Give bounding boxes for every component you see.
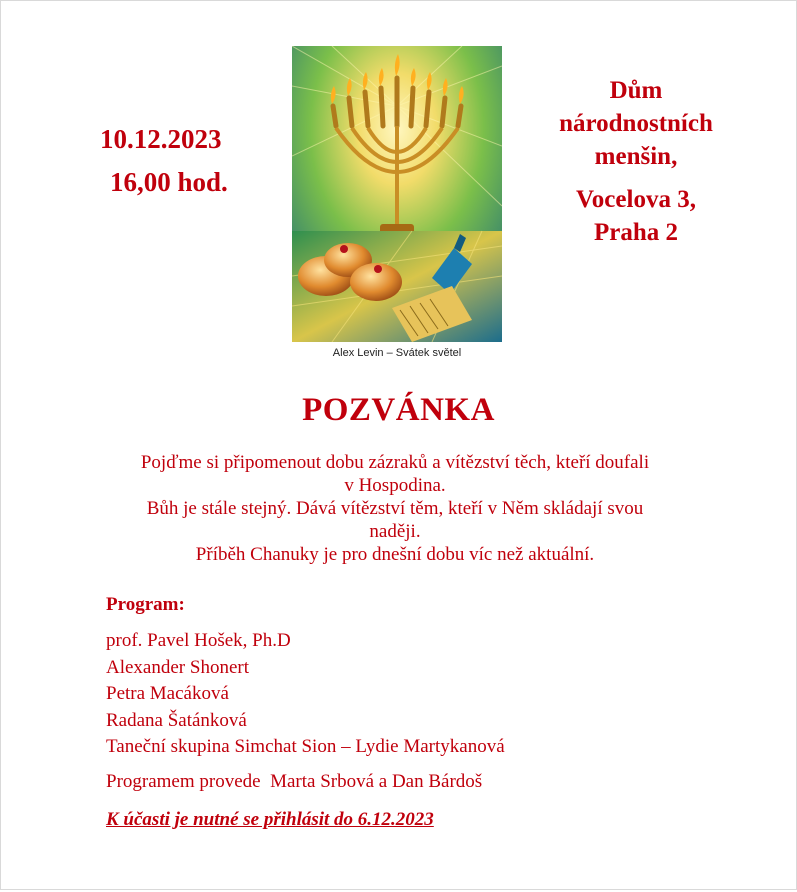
venue-line: národnostních bbox=[559, 110, 713, 137]
venue-address bbox=[546, 74, 726, 249]
moderators-line: Programem provede Marta Srbová a Dan Bárdoš bbox=[106, 771, 483, 792]
program-list bbox=[106, 628, 505, 761]
artwork-caption: Alex Levin – Svátek světel bbox=[332, 347, 462, 359]
program-item: prof. Pavel Hošek, Ph.D bbox=[106, 630, 291, 651]
venue-line: Vocelova 3, bbox=[576, 186, 696, 213]
program-item: Alexander Shonert bbox=[106, 656, 249, 678]
program-item: Taneční skupina Simchat Sion – Lydie Martykanová bbox=[106, 736, 505, 757]
registration-notice: K účasti je nutné se přihlásit do 6.12.2023 bbox=[106, 809, 434, 830]
event-time: 16,00 hod. bbox=[110, 167, 228, 198]
venue-line: Praha 2 bbox=[593, 219, 679, 246]
intro-line: Příběh Chanuky je pro dnešní dobu víc než aktuální. bbox=[195, 544, 595, 565]
spacer bbox=[546, 173, 726, 183]
invitation-title: POZVÁNKA bbox=[302, 392, 495, 428]
intro-line: v Hospodina. bbox=[344, 475, 446, 496]
event-datetime bbox=[100, 118, 250, 204]
intro-line: Pojďme si připomenout dobu zázraků a vítězství těch, kteří doufali bbox=[140, 452, 650, 473]
venue-line: menšin, bbox=[594, 143, 678, 170]
program-item: Petra Macáková bbox=[106, 683, 229, 704]
intro-line: Bůh je stále stejný. Dává vítězství těm, kteří v Něm skládají svou bbox=[146, 498, 644, 519]
program-item: Radana Šatánková bbox=[106, 709, 247, 731]
program-heading: Program: bbox=[106, 594, 185, 615]
intro-paragraph bbox=[100, 451, 690, 566]
event-date: 10.12.2023 bbox=[100, 124, 222, 154]
venue-line: Dům bbox=[609, 77, 663, 104]
hanukkah-menorah-painting bbox=[292, 46, 502, 342]
intro-line: naději. bbox=[369, 521, 421, 542]
